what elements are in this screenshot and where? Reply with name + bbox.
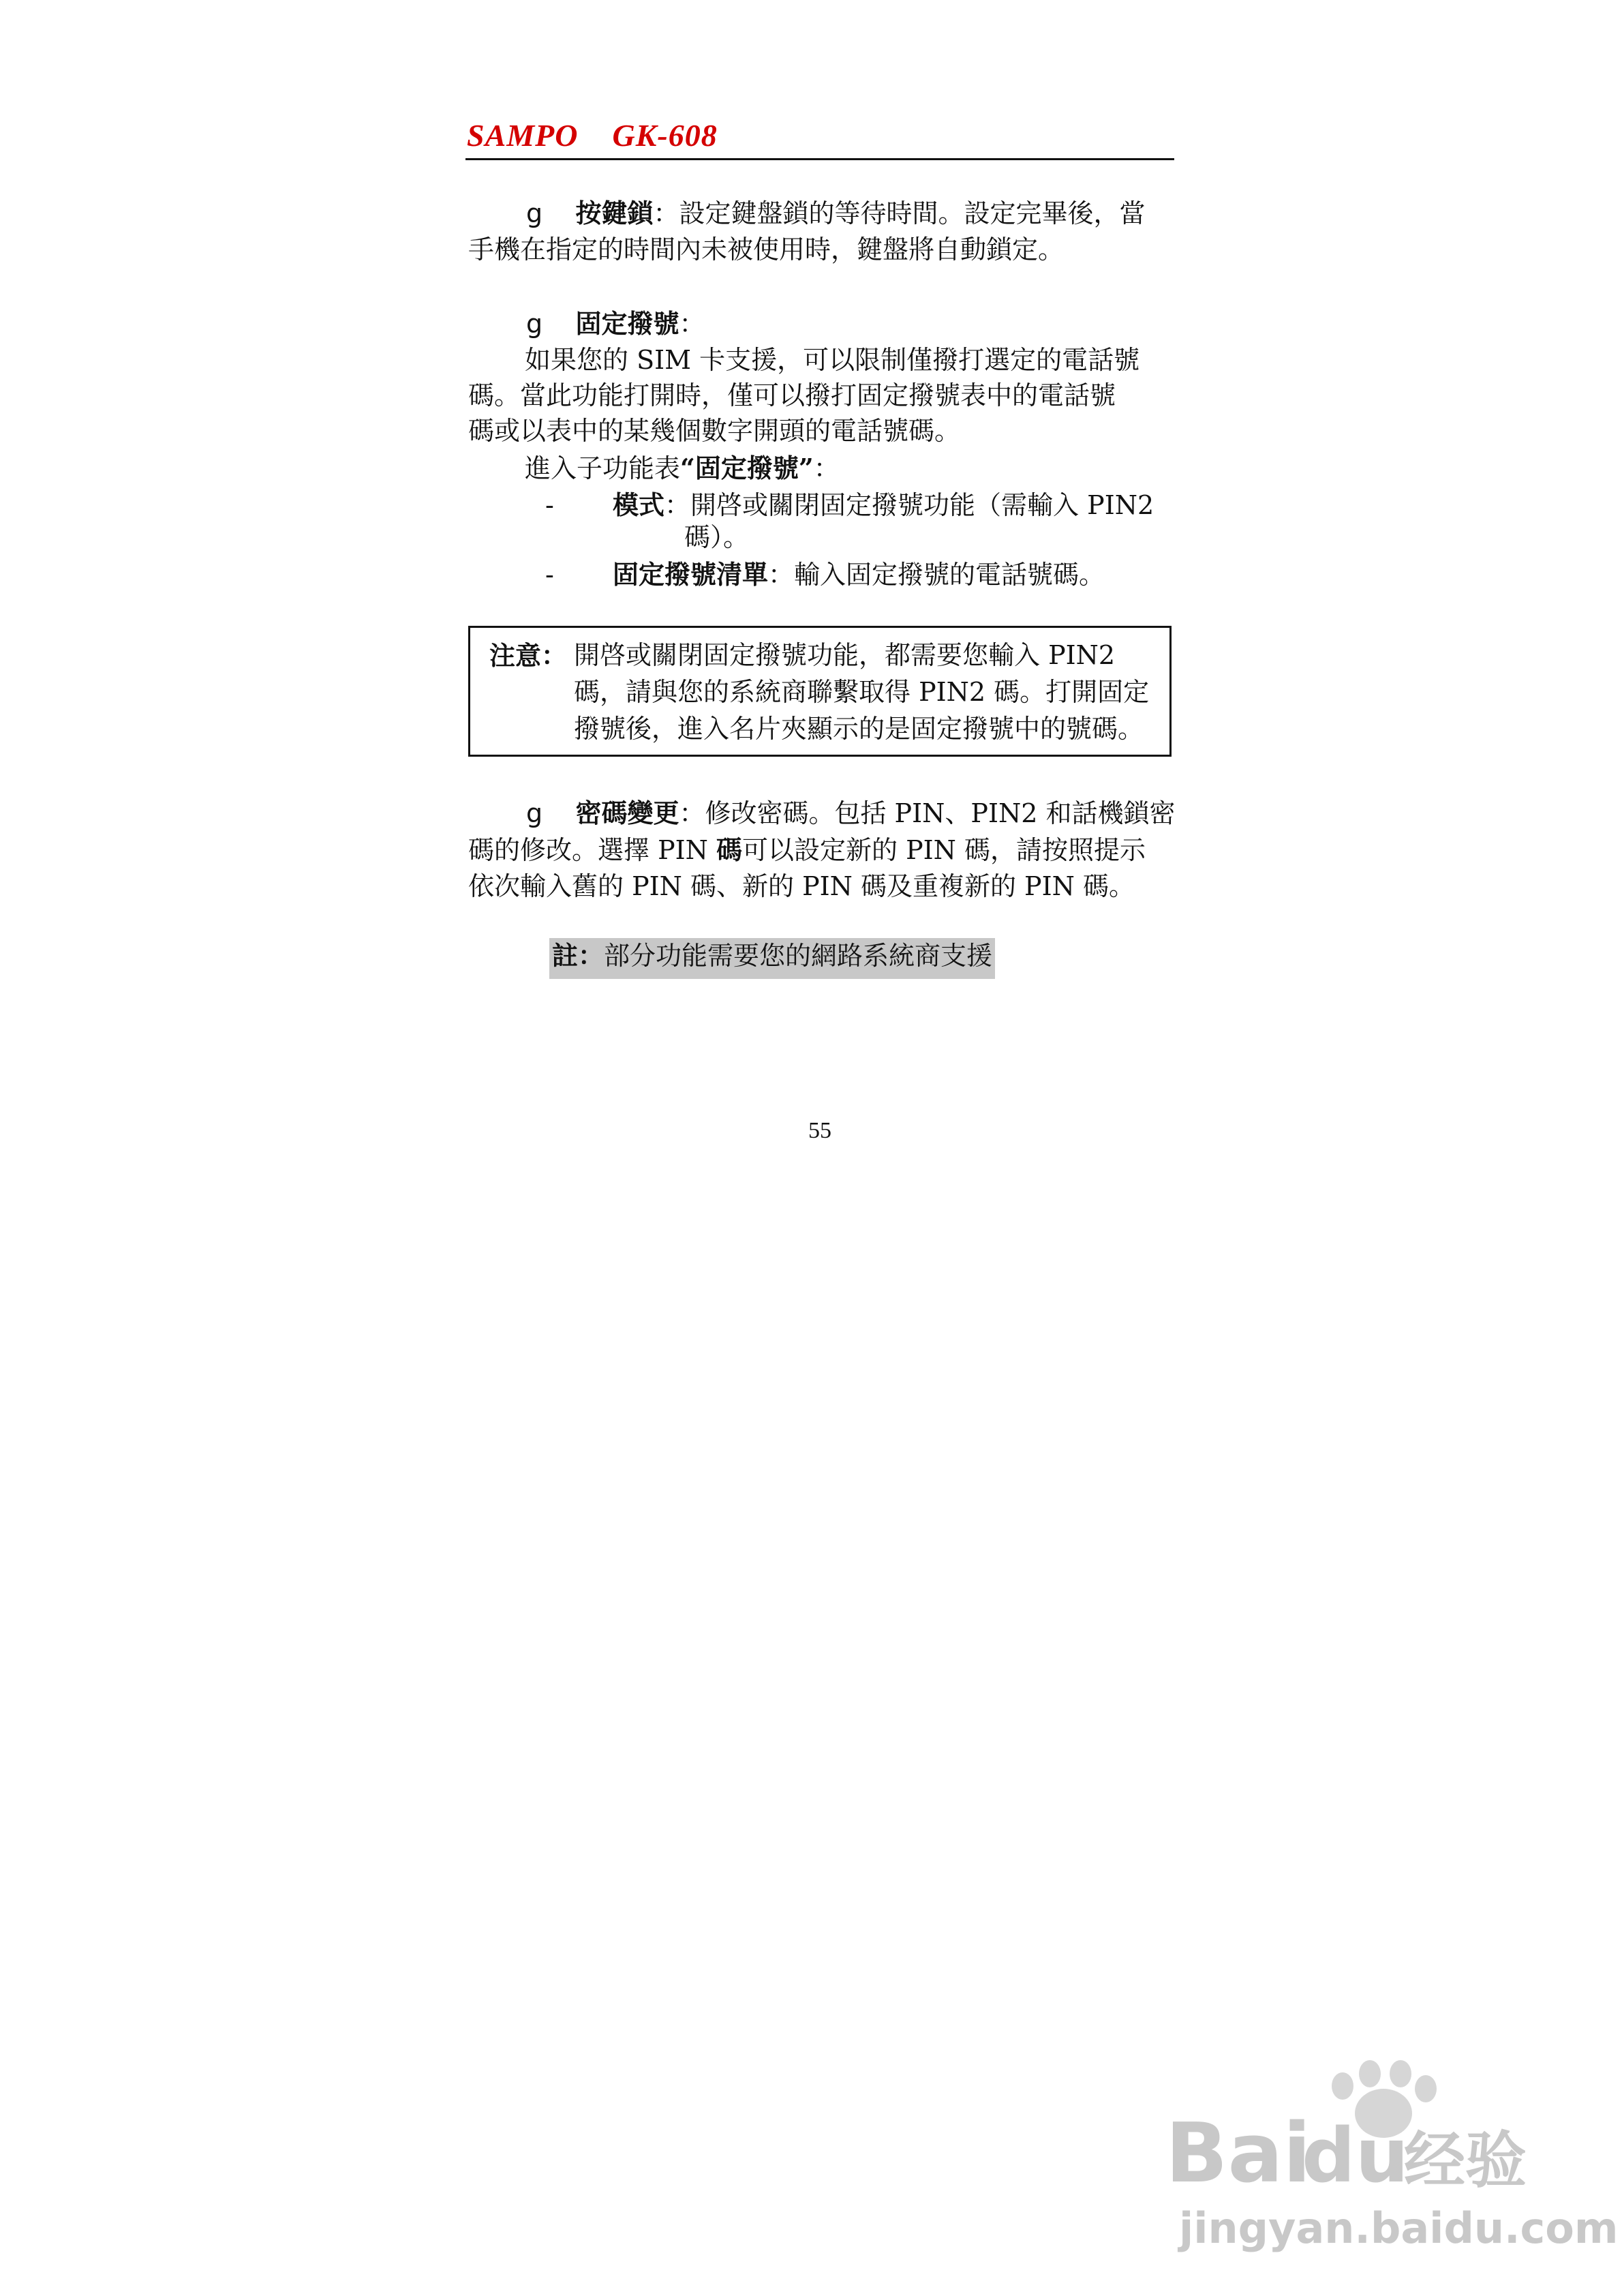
watermark-url: jingyan.baidu.com [1179, 2203, 1619, 2253]
submenu-name: “固定撥號” [680, 453, 814, 483]
mode-text: ：開啓或關閉固定撥號功能（需輸入 PIN2 [664, 490, 1154, 520]
page-number: 55 [808, 1118, 831, 1143]
dash: - [545, 490, 554, 520]
watermark-logo-text-2: du [1302, 2112, 1409, 2199]
watermark-logo-text: Bai [1165, 2106, 1311, 2201]
footnote [549, 938, 995, 979]
password-text-a: 碼的修改。選擇 PIN [468, 835, 716, 865]
password-line-2 [468, 834, 1146, 866]
notice-line-2: 碼，請與您的系統商聯繫取得 PIN2 碼。打開固定 [574, 677, 1150, 707]
submenu-item-mode-cont: 碼）。 [684, 522, 750, 552]
fdn-list-text: ：輸入固定撥號的電話號碼。 [768, 560, 1105, 590]
password-text: ：修改密碼。包括 PIN、PIN2 和話機鎖密 [679, 798, 1176, 828]
watermark-cn-text: 经验 [1404, 2125, 1527, 2196]
password-text-c: 可以設定新的 PIN 碼，請按照提示 [742, 835, 1146, 865]
keylock-line-2: 手機在指定的時間內未被使用時，鍵盤將自動鎖定。 [468, 235, 1065, 265]
fixed-dialing-heading [526, 308, 705, 340]
keylock-text: ：設定鍵盤鎖的等待時間。設定完畢後，當 [653, 198, 1146, 228]
page-header [465, 115, 1174, 160]
password-line-1 [526, 798, 1175, 830]
fixed-dialing-para-1: 如果您的 SIM 卡支援，可以限制僅撥打選定的電話號 [525, 345, 1140, 375]
fixed-dialing-title: 固定撥號 [575, 308, 679, 339]
colon: ： [679, 309, 705, 339]
fixed-dialing-para-2: 碼。當此功能打開時，僅可以撥打固定撥號表中的電話號 [468, 380, 1116, 410]
model-name: GK-608 [612, 118, 718, 153]
notice-label: 注意： [489, 640, 568, 671]
notice-line-3: 撥號後，進入名片夾顯示的是固定撥號中的號碼。 [574, 714, 1144, 744]
brand-name: SAMPO [467, 118, 579, 153]
fixed-dialing-para-3: 碼或以表中的某幾個數字開頭的電話號碼。 [468, 416, 961, 446]
password-bold-code: 碼 [716, 834, 743, 865]
baidu-watermark [1159, 2059, 1619, 2263]
notice-line-1: 開啓或關閉固定撥號功能，都需要您輸入 PIN2 [574, 640, 1116, 670]
footnote-text: 部分功能需要您的網路系統商支援 [604, 941, 993, 971]
submenu-suffix: ： [813, 453, 840, 483]
submenu-prefix: 進入子功能表 [525, 453, 681, 483]
fdn-list-label: 固定撥號清單 [613, 559, 769, 590]
submenu-line [525, 453, 840, 485]
notice-box [468, 626, 1172, 757]
bullet-icon: g [526, 309, 543, 339]
bullet-icon: g [526, 198, 543, 228]
submenu-item-fdn-list [545, 559, 1105, 591]
dash: - [545, 560, 554, 590]
password-line-3: 依次輸入舊的 PIN 碼、新的 PIN 碼及重複新的 PIN 碼。 [468, 871, 1135, 901]
keylock-line-1 [526, 198, 1145, 230]
submenu-item-mode [545, 489, 1154, 522]
bullet-icon: g [526, 798, 543, 828]
keylock-title: 按鍵鎖 [575, 198, 654, 228]
footnote-label: 註： [552, 940, 605, 971]
header-title [467, 117, 718, 153]
password-title: 密碼變更 [575, 798, 679, 828]
mode-label: 模式 [613, 489, 665, 520]
